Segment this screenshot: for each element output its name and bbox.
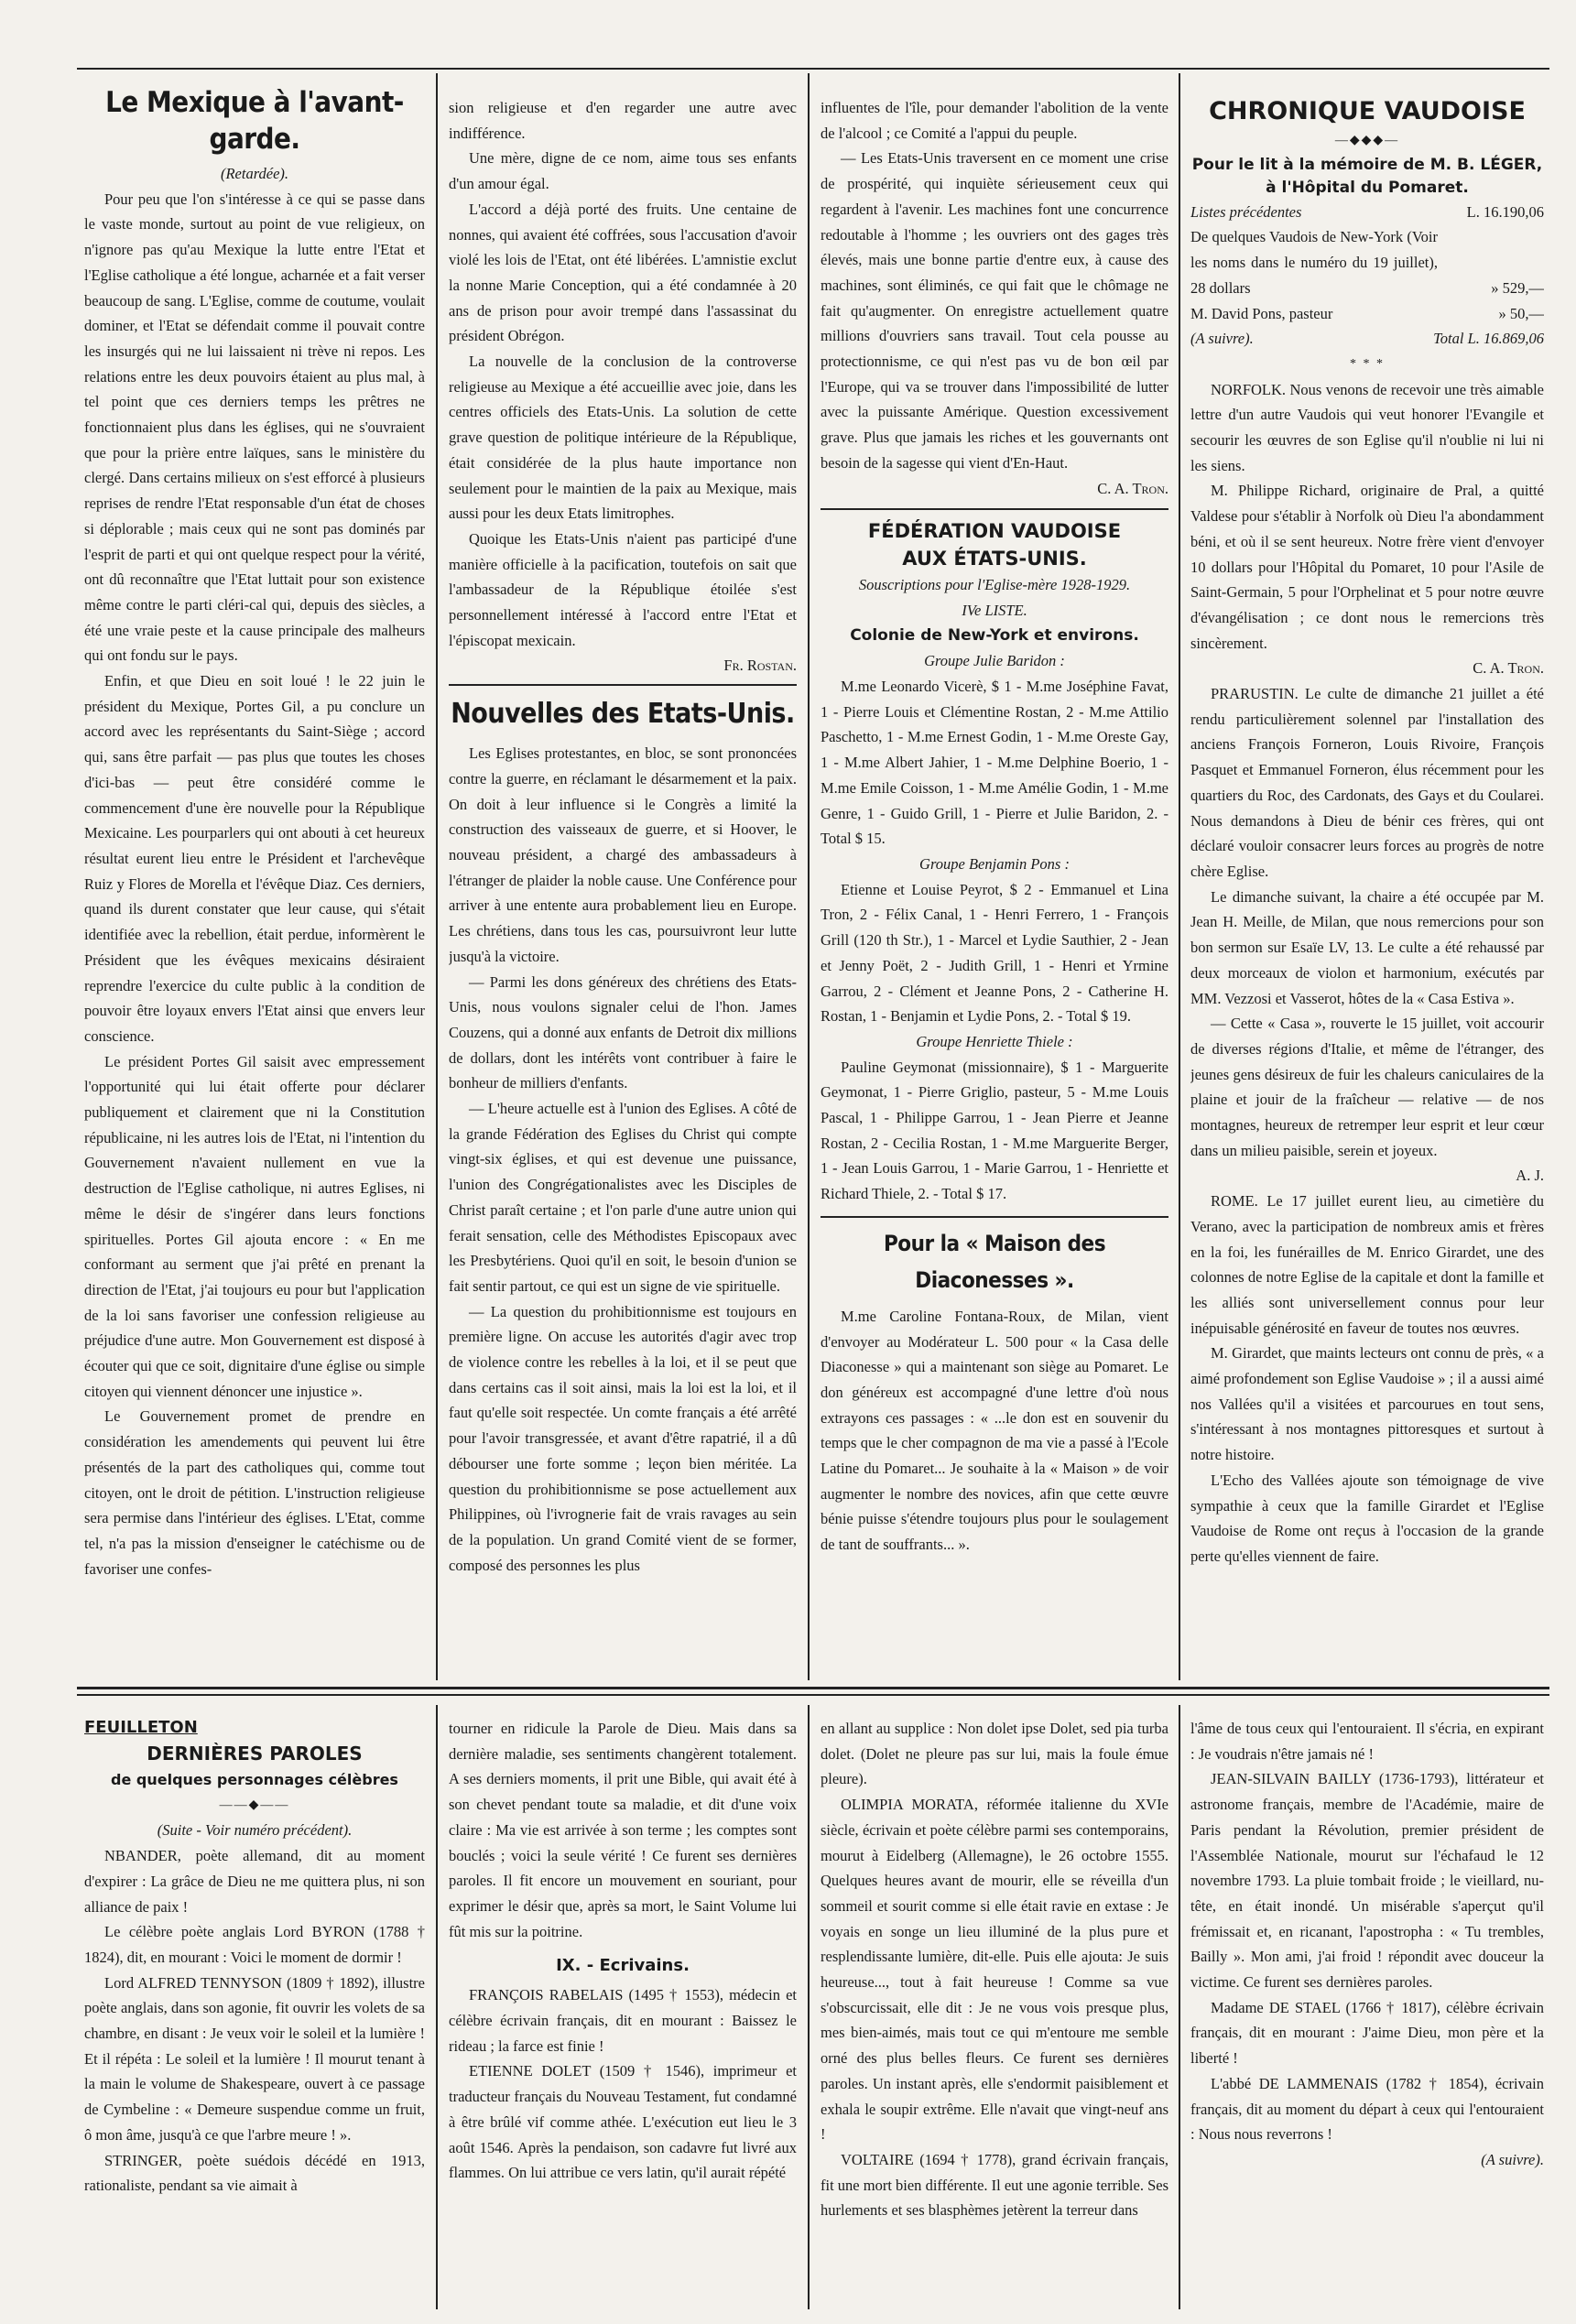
mexique-paragraph: Le président Portes Gil saisit avec empressement l'opportunité qui lui était offerte pour déclarer publiquement et clairement que ni la Constitution républicaine, ni les autres lois de l'Etat, ni l'intention du Gouvernement n'avaient nullement en vue la destruction de l'Eglise catholique, ni autres Eglises, ni même le désir de s'ingérer dans leurs fonctions spirituelles. Portes Gil ajouta encore : « En me conformant au serment que j'ai prêté en prenant la direction de l'Etat, j'ai toujours eu pour but l'application de la loi sans favoriser une confession religieuse au préjudice d'une autre. Mon Gouvernement est disposé à écouter qui que ce soit, dignitaire d'une église ou simple citoyen qui viennent dénoncer une injustice ». (84, 1052, 425, 1400)
feuilleton-paragraph: STRINGER, poète suédois décédé en 1913, rationaliste, pendant sa vie aimait à (84, 2151, 425, 2195)
subscription-total: Total L. 16.869,06 (1433, 330, 1544, 348)
etatsunis-paragraph: Les Eglises protestantes, en bloc, se sont prononcées contre la guerre, en réclamant le désarmement et la paix. On doit à leur influence si le Congrès a limité la construction des vaisseaux de guerre, et si Hoover, le nouveau président, a chargé des ambassadeurs à l'étranger de plaider la noble cause. Une Conférence pour arriver à une entente aura probablement lieu en Europe. Les chrétiens, dans tous les cas, poursuivront leur lutte jusqu'à la victoire. (449, 744, 797, 965)
chronique-paragraph: ROME. Le 17 juillet eurent lieu, au cimetière du Verano, avec la participation de nombreux amis et frères en la foi, les funérailles de M. Enrico Girardet, une des colonnes de notre Eglise de la capitale et dont la famille et les alliés sont universellement connus pour leur inépuisable générosité en faveur de toutes nos œuvres. (1190, 1192, 1544, 1337)
mexique-paragraph: Enfin, et que Dieu en soit loué ! le 22 juin le président du Mexique, Portes Gil, a pu conclure un accord avec les représentants du Saint-Siège ; accord qui, sans être parfait — pas plus que toutes les choses d'ici-bas — peut être considéré comme le commencement d'une ère nouvelle pour la République Mexicaine. Les pourparlers qui ont abouti à cet heureux résultat eurent lieu entre le Président et l'archevêque Ruiz y Flores de Morella et l'évêque Diaz. Ces derniers, quand ils durent constater que leur cause, qui s'était identifiée avec la rebellion, était perdue, informèrent le Président que les évêques mexicains désiraient reprendre l'exercice du culte public à la condition de pouvoir être loyaux envers l'Etat ainsi que envers leur conscience. (84, 672, 425, 1045)
subscription-total-row (1190, 326, 1544, 352)
federation-list-number: IVe LISTE. (962, 601, 1027, 619)
feuilleton-subtitle: de quelques personnages célèbres (111, 1771, 398, 1788)
feuilleton-rule (77, 1687, 1549, 1689)
col-rule-4 (436, 1705, 438, 2309)
subscription-row (1190, 224, 1544, 300)
diaconesses-title: Pour la « Maison des Diaconesses ». (883, 1230, 1106, 1293)
feuilleton-section: IX. - Ecrivains. (556, 1956, 690, 1976)
feuilleton-paragraph: VOLTAIRE (1694 † 1778), grand écrivain français, fit une mort bien différente. Il eut une agonie terrible. Ses hurlements et ses blasphèmes jetèrent la terreur dans (821, 2150, 1168, 2220)
federation-colonie: Colonie de New-York et environs. (850, 625, 1139, 645)
chronique-title: CHRONIQUE VAUDOISE (1209, 97, 1526, 125)
federation-group-list: Pauline Geymonat (missionnaire), $ 1 - Marguerite Geymonat, 1 - Pierre Griglio, pasteur, 5 - M.me Louis Pascal, 1 - Philippe Garrou, 1 - Jean Pierre et Jeanne Rostan, 2 - Cecilia Rostan, 1 - M.me Marguerite Berger, 1 - Jean Louis Garrou, 1 - Marie Garrou, 1 - Henriette et Richard Thiele, 2. - Total $ 17. (821, 1058, 1168, 1203)
mexique-paragraph: La nouvelle de la conclusion de la controverse religieuse au Mexique a été accueillie avec joie, dans les centres officiels des Etats-Unis. La solution de cette grave question de politique intérieure de la République, était considérée de la plus haute importance non seulement pour le maintien de la paix au Mexique, mais aussi pour les deux Etats limitrophes. (449, 353, 797, 523)
mexique-signature: Fr. Rostan. (723, 657, 797, 675)
top-rule (77, 68, 1549, 70)
feuilleton-suite: (Suite - Voir numéro précédent). (157, 1821, 353, 1840)
stars-divider: * * * (1350, 356, 1385, 371)
diaconesses-paragraph: M.me Caroline Fontana-Roux, de Milan, vient d'envoyer au Modérateur L. 500 pour « la Casa delle Diaconesse » qui a maintenant son siège au Pomaret. Le don généreux est accompagné d'une lettre d'où nous extrayons ces passages : « ...le don est en souvenir du temps que le cher compagnon de ma vie a passé à l'Ecole Latine du Pomaret... Je souhaite à la « Maison » de voir augmenter le nombre des novices, afin que cette œuvre bénie puisse s'étendre toujours plus pour le soulagement de tant de souffrants... ». (821, 1307, 1168, 1554)
feuilleton-label: FEUILLETON (84, 1718, 198, 1737)
etatsunis-title: Nouvelles des Etats-Unis. (451, 698, 795, 731)
mexique-title: Le Mexique à l'avant-garde. (105, 86, 404, 156)
mexique-paragraph: Le Gouvernement promet de prendre en considération les amendements qui peuvent lui être présentés de la part des catholiques qui, comme tout citoyen, ont le droit de pétition. L'instruction religieuse sera permise dans l'intérieur des églises. L'Etat, comme tel, n'a pas la mission d'enseigner le catéchisme ou de favoriser une confes- (84, 1407, 425, 1578)
etatsunis-paragraph: — L'heure actuelle est à l'union des Eglises. A côté de la grande Fédération des Eglises du Christ qui compte vingt-six églises, et qui est devenue une puissance, l'union des Congrégationalistes avec les Disciples de Christ paraît certaine ; et l'on parle d'une autre union qui ferait sensation, celle des Méthodistes Episcopaux avec les Presbytériens. Quoi qu'il en soit, le besoin d'union se fait sentir partout, ce qui est un signe de vie spirituelle. (449, 1100, 797, 1295)
column-2 (449, 95, 797, 1681)
ornament-divider: ——◆—— (219, 1797, 290, 1812)
subscription-continue: (A suivre). (1190, 330, 1254, 348)
feuilleton-continue: (A suivre). (1481, 2150, 1544, 2168)
chronique-paragraph: M. Girardet, que maints lecteurs ont connu de près, « a aimé profondement son Eglise Vaudoise » ; il a aussi aimé nos Vallées qu'il a visitées et parcourues en tout sens, s'intéressant à nos montagnes pittoresques et surtout à notre histoire. (1190, 1344, 1544, 1464)
federation-group-title: Groupe Benjamin Pons : (919, 854, 1070, 873)
col-rule-2 (808, 73, 810, 1680)
federation-group-list: M.me Leonardo Vicerè, $ 1 - M.me Joséphine Favat, 1 - Pierre Louis et Clémentine Rostan, 2 - M.me Attilio Paschetto, 1 - M.me Ernest Godin, 1 - M.me Oreste Gay, 1 - M.me Albert Jahier, 1 - M.me Delphine Boerio, 1 - M.me Emile Coisson, 1 - M.me Amélie Godin, 1 - M.me Genre, 1 - Guido Grill, 1 - Pierre et Julie Baridon, 2. - Total $ 15. (821, 678, 1168, 848)
subscription-amount: L. 16.190,06 (1466, 202, 1544, 221)
subscription-amount: » 50,— (1498, 304, 1544, 322)
feuilleton-paragraph: JEAN-SILVAIN BAILLY (1736-1793), littérateur et astronome français, membre de l'Académie, maire de Paris pendant la Révolution, premier président de l'Assemblée Nationale, mourut sur l'échafaud le 12 novembre 1793. La pluie tombait froide ; le vieillard, nu-tête, en était inondé. Un misérable s'aperçut qu'il frémissait et, en ricanant, l'apostropha : « Tu trembles, Bailly ». Mon ami, j'ai froid ! répondit avec douceur la victime. Ce furent ses dernières paroles. (1190, 1770, 1544, 1992)
federation-subtitle: Souscriptions pour l'Eglise-mère 1928-1929. (858, 576, 1131, 594)
col-rule-5 (808, 1705, 810, 2309)
column-4 (1190, 95, 1544, 1681)
chronique-paragraph: — Cette « Casa », rouverte le 15 juillet, voit accourir de diverses régions d'Italie, et même de l'étranger, des jeunes gens désireux de fuir les chaleurs caniculaires de la plaine et jouir de la fraîcheur — relative — de nos montagnes, heureux de retremper leur esprit et leur cœur dans un milieu paisible, serein et joyeux. (1190, 1015, 1544, 1159)
col-rule-1 (436, 73, 438, 1680)
section-divider (449, 684, 797, 686)
section-divider (821, 1216, 1168, 1218)
feuilleton-paragraph: NBANDER, poète allemand, dit au moment d'expirer : La grâce de Dieu ne me quittera plus, ni son alliance de paix ! (84, 1847, 425, 1916)
mexique-paragraph: sion religieuse et d'en regarder une autre avec indifférence. (449, 99, 797, 142)
mexique-paragraph: L'accord a déjà porté des fruits. Une centaine de nonnes, qui avaient été coffrées, sous l'accusation d'avoir violé les lois de l'Etat, ont été libérées. L'amnistie exclut la nonne Marie Conception, qui a été condamnée à 20 ans de prison pour avoir trempé dans l'assassinat du président Obrégon. (449, 200, 797, 345)
chronique-signature: A. J. (1516, 1167, 1544, 1185)
feuilleton-paragraph: FRANÇOIS RABELAIS (1495 † 1553), médecin et célèbre écrivain français, dit en mourant : Baissez le rideau ; la farce est finie ! (449, 1986, 797, 2055)
federation-title: AUX ÉTATS-UNIS. (902, 548, 1087, 570)
subscription-label: Listes précédentes (1190, 202, 1302, 221)
feuilleton-title: DERNIÈRES PAROLES (147, 1743, 363, 1765)
federation-group-title: Groupe Julie Baridon : (924, 652, 1065, 670)
subscription-label: M. David Pons, pasteur (1190, 304, 1333, 322)
feuilleton-paragraph: Le célèbre poète anglais Lord BYRON (1788 † 1824), dit, en mourant : Voici le moment de dormir ! (84, 1923, 425, 1966)
mexique-subtitle: (Retardée). (220, 165, 289, 182)
etatsunis-paragraph: — Parmi les dons généreux des chrétiens des Etats-Unis, nous voulons signaler celui de l'hon. James Couzens, qui a donné aux enfants de Detroit dix millions de dollars, dont les intérêts vont contribuer à faire le bonheur de milliers d'enfants. (449, 972, 797, 1092)
mexique-paragraph: Quoique les Etats-Unis n'aient pas participé d'une manière officielle à la pacification, toutefois on sait que l'ambassadeur de la République étoilée s'est personnellement intéressé à l'accord entre l'Etat et l'épiscopat mexicain. (449, 529, 797, 649)
subscription-row (1190, 301, 1544, 327)
etatsunis-paragraph: — Les Etats-Unis traversent en ce moment une crise de prospérité, qui inquiète sérieusement ceux qui regardent à l'avenir. Les machines font une concurrence redoutable à l'homme ; les ouvriers ont des gages très élevés, mais une bonne partie d'entre eux, à cause des machines, sont éliminés, ce qui fait que le chômage ne fait qu'augmenter. On enregistre actuellement quatre millions d'ouvriers sans travail. Tout cela pousse au protectionnisme, ce qui n'est pas vu de bon œil par l'Europe, qui va se trouver dans l'impossibilité de lutter avec la puissante Amérique. Question excessivement grave. Plus que jamais les riches et les gouvernants ont besoin de la sagesse qui vient d'En-Haut. (821, 149, 1168, 472)
feuilleton-column-2 (449, 1716, 797, 2311)
chronique-paragraph: NORFOLK. Nous venons de recevoir une très aimable lettre d'un autre Vaudois qui veut honorer l'Evangile et secourir les œuvres de son Eglise qu'il n'oublie ni lui ni les siens. (1190, 380, 1544, 474)
subscription-row (1190, 200, 1544, 225)
chronique-paragraph: L'Echo des Vallées ajoute son témoignage de vive sympathie à ceux que la famille Girardet et l'Eglise Vaudoise de Rome ont reçus à l'occasion de la grande perte qu'elles viennent de faire. (1190, 1471, 1544, 1565)
chronique-paragraph: M. Philippe Richard, originaire de Pral, a quitté Valdese pour s'établir à Norfolk où Dieu l'a abondamment béni, et où il se sent heureux. Notre frère vient d'envoyer 10 dollars pour l'Hôpital du Pomaret, 10 pour l'Asile de Saint-Germain, 5 pour l'Orphelinat et 5 pour notre œuvre d'évangélisation ; ce dont nous le remercions très sincèrement. (1190, 482, 1544, 652)
feuilleton-paragraph: Madame DE STAEL (1766 † 1817), célèbre écrivain français, dit en mourant : J'aime Dieu, mon père et la liberté ! (1190, 1998, 1544, 2068)
col-rule-3 (1179, 73, 1180, 1680)
column-3 (821, 95, 1168, 1681)
feuilleton-paragraph: OLIMPIA MORATA, réformée italienne du XVIe siècle, écrivain et poète célèbre parmi ses contemporains, mourut à Eidelberg (Allemagne), le 26 octobre 1555. Quelques heures avant de mourir, elle se réveilla d'un sommeil et sourit comme si elle était ravie en extase : Je voyais en songe un lieu illuminé de la plus pure et resplendissante lumière, dit-elle. Puis elle ajouta: Je suis heureuse..., tout à fait heureuse ! Comme sa vue s'obscurcissait, elle dit : Je ne vous vois presque plus, mes bien-aimés, mais tout ce qui m'entoure me semble orné des plus belles fleurs. Ce furent ses dernières paroles. Un instant après, elle s'endormit paisiblement et exhala le soupir extrême. Elle n'avait que vingt-neuf ans ! (821, 1796, 1168, 2144)
etatsunis-paragraph: — La question du prohibitionnisme est toujours en première ligne. On accuse les autorités d'agir avec trop de violence contre les rebelles à la loi, et il se peut que dans certains cas il soit ainsi, mais la loi est la loi, et il faut qu'elle soit respectée. Un comte français a été arrêté pour l'avoir transgressée, et avant d'être rapatrié, il a dû débourser une forte somme ; leçon bien méritée. La question du prohibitionnisme se pose actuellement aux Philippines, où l'ivrognerie fait de vrais ravages au sein de la population. Un grand Comité vient de se former, composé des personnes les plus (449, 1302, 797, 1574)
federation-group-title: Groupe Henriette Thiele : (916, 1032, 1073, 1050)
section-divider (821, 508, 1168, 510)
etatsunis-signature: C. A. Tron. (1097, 479, 1168, 497)
etatsunis-paragraph: influentes de l'île, pour demander l'abolition de la vente de l'alcool ; ce Comité a l'appui du peuple. (821, 99, 1168, 142)
federation-title: FÉDÉRATION VAUDOISE (867, 520, 1122, 543)
column-1 (84, 84, 425, 1682)
ornament-divider: —◆◆◆— (1334, 134, 1400, 147)
feuilleton-paragraph: ETIENNE DOLET (1509 † 1546), imprimeur et traducteur français du Nouveau Testament, fut condamné à être brûlé vif comme athée. L'exécution eut lieu le 3 août 1546. Après la pendaison, son cadavre fut livré aux flammes. On lui attribue ce vers latin, qu'il aurait répété (449, 2062, 797, 2182)
feuilleton-paragraph: Lord ALFRED TENNYSON (1809 † 1892), illustre poète anglais, dans son agonie, fit ouvrir les volets de sa chambre, en disant : Je veux voir le soleil et la lumière ! Et il répéta : Le soleil et la lumière ! Il mourut tenant à la main le volume de Shakespeare, ouvert à ce passage de Cymbeline : « Demeure suspendue comme un fruit, ô mon âme, jusqu'à ce que l'arbre meure ! ». (84, 1973, 425, 2144)
subscription-label: De quelques Vaudois de New-York (Voir les noms dans le numéro du 19 juillet), 28 dollars (1190, 228, 1438, 297)
chronique-paragraph: Le dimanche suivant, la chaire a été occupée par M. Jean H. Meille, de Milan, que nous remercions pour son bon sermon sur Esaïe LV, 13. Le culte a été rehaussé par deux morceaux de violon et harmonium, exécutés par MM. Vezzosi et Vasserot, hôtes de la « Casa Estiva ». (1190, 887, 1544, 1007)
federation-group-list: Etienne et Louise Peyrot, $ 2 - Emmanuel et Lina Tron, 2 - Félix Canal, 1 - Henri Ferrero, 1 - François Grill (120 th Str.), 1 - Marcel et Lydie Sauthier, 2 - Jean et Jenny Poët, 2 - Judith Grill, 1 - Henri et Yrmine Garrou, 2 - Clément et Jeanne Pons, 2 - Catherine H. Rostan, 1 - Benjamin et Lydie Pons, 2. - Total $ 19. (821, 880, 1168, 1026)
feuilleton-paragraph: tourner en ridicule la Parole de Dieu. Mais dans sa dernière maladie, ses sentiments changèrent totalement. A ses derniers moments, il prit une Bible, qui avait été à son chevet pendant toute sa maladie, et dit d'une voix claire : Ma vie est arrivée à son terme ; les comptes sont bouclés ; voici la seule vérité ! Ce furent ses dernières paroles. Il fit encore un mouvement en souriant, pour exprimer le désir que, après sa mort, le Saint Volume lui fût mis sur la poitrine. (449, 1720, 797, 1940)
chronique-hospital-heading: Pour le lit à la mémoire de M. B. LÉGER, à l'Hôpital du Pomaret. (1191, 155, 1543, 197)
feuilleton-paragraph: l'âme de tous ceux qui l'entouraient. Il s'écria, en expirant : Je voudrais n'être jamais né ! (1190, 1720, 1544, 1763)
feuilleton-column-1 (84, 1716, 425, 2311)
mexique-paragraph: Pour peu que l'on s'intéresse à ce qui se passe dans le vaste monde, surtout au point de vue religieux, on n'ignore pas qu'au Mexique la lutte entre l'Etat et l'Eglise catholique a été longue, acharnée et a fait verser beaucoup de sang. L'Eglise, comme de coutume, voulait dominer, et l'Etat se défendait comme il pouvait contre les insurgés qui ne lui laissaient ni trève ni repos. Les relations entre les deux pouvoirs étaient au plus mal, à tel point que ces derniers temps les prêtres ne fonctionnaient plus dans les églises, qui ne s'ouvraient que pour la prière entre laïques, sans le ministère du clergé. Dans certains milieux on s'est efforcé à plusieurs reprises de rendre l'Etat responsable d'un état de choses si déplorable ; mais ceux qui ne sont pas dominés par l'esprit de parti et qui ont quelque respect pour la vérité, ont dû reconnaître que l'Etat luttait pour son existence même contre le parti cléri-cal qui, depuis des siècles, a été une vraie peste et la cause principale des malheurs qui ont fondu sur le pays. (84, 190, 425, 665)
col-rule-6 (1179, 1705, 1180, 2309)
subscription-amount: » 529,— (1491, 278, 1544, 297)
feuilleton-rule-2 (77, 1694, 1549, 1696)
mexique-paragraph: Une mère, digne de ce nom, aime tous ses enfants d'un amour égal. (449, 149, 797, 193)
chronique-signature: C. A. Tron. (1473, 659, 1544, 678)
chronique-paragraph: PRARUSTIN. Le culte de dimanche 21 juillet a été rendu particulièrement solennel par l'installation des anciens François Forneron, Louis Rivoire, François Pasquet et Emmanuel Forneron, élus récemment pour les quartiers du Roc, des Cardonats, des Gays et du Coularei. Nous demandons à Dieu de bénir ces frères, qui ont déclaré vouloir consacrer leurs forces au progrès de notre chère Eglise. (1190, 685, 1544, 880)
feuilleton-column-4 (1190, 1716, 1544, 2311)
feuilleton-column-3 (821, 1716, 1168, 2311)
feuilleton-paragraph: en allant au supplice : Non dolet ipse Dolet, sed pia turba dolet. (Dolet ne pleure pas sur lui, mais la foule émue pleure). (821, 1720, 1168, 1788)
feuilleton-paragraph: L'abbé DE LAMMENAIS (1782 † 1854), écrivain français, dit au moment du départ à ceux qui l'entouraient : Nous nous reverrons ! (1190, 2074, 1544, 2144)
